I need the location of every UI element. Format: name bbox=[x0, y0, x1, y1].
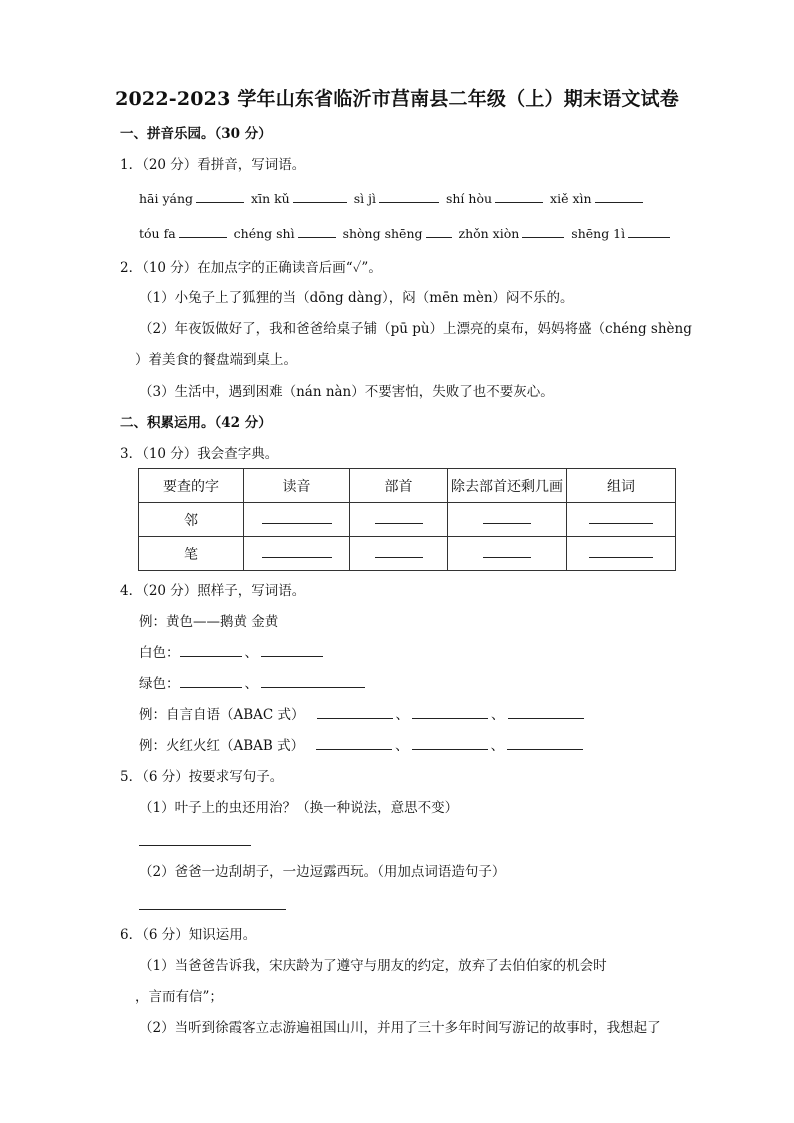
dictionary-table bbox=[138, 468, 676, 571]
table-char: 邻 bbox=[139, 503, 244, 537]
separator: 、 bbox=[395, 707, 410, 723]
q2-item-1: （1）小兔子上了狐狸的当（dōng dàng），闷（mēn mèn）闷不乐的。 bbox=[139, 290, 574, 306]
q5-item-2: （2）爸爸一边刮胡子，一边逗露西玩。（用加点词语造句子） bbox=[139, 864, 506, 880]
answer-blank[interactable] bbox=[589, 556, 653, 558]
answer-blank[interactable] bbox=[375, 556, 423, 558]
answer-line[interactable] bbox=[139, 909, 286, 910]
answer-blank[interactable] bbox=[262, 556, 332, 558]
q4-example-2: 例：自言自语（ABAC 式） bbox=[139, 707, 305, 723]
table-row bbox=[139, 503, 676, 537]
table-char: 笔 bbox=[139, 537, 244, 571]
answer-blank[interactable] bbox=[261, 674, 365, 688]
table-header: 读音 bbox=[244, 469, 350, 503]
answer-line[interactable] bbox=[139, 845, 251, 846]
answer-blank[interactable] bbox=[628, 224, 670, 238]
answer-blank[interactable] bbox=[379, 189, 439, 203]
q2-prompt: 2．（10 分）在加点字的正确读音后画“✓”。 bbox=[120, 260, 382, 276]
answer-blank[interactable] bbox=[196, 189, 244, 203]
pinyin-item: xīn kǔ bbox=[251, 191, 290, 206]
pinyin-item: zhǒn xiòn bbox=[458, 226, 520, 241]
answer-blank[interactable] bbox=[595, 189, 643, 203]
pinyin-item: shòng shēng bbox=[342, 226, 423, 241]
section-1-heading: 一、拼音乐园。（30 分） bbox=[120, 126, 272, 142]
pinyin-item: hāi yáng bbox=[139, 191, 194, 206]
q4-example-3: 例：火红火红（ABAB 式） bbox=[139, 738, 305, 754]
answer-blank[interactable] bbox=[483, 522, 531, 524]
table-header: 除去部首还剩几画 bbox=[448, 469, 567, 503]
answer-blank[interactable] bbox=[507, 736, 583, 750]
answer-blank[interactable] bbox=[375, 522, 423, 524]
q6-line-2: ，言而有信”； bbox=[135, 989, 223, 1005]
q2-item-2-cont: ）着美食的餐盘端到桌上。 bbox=[135, 352, 297, 368]
q2-item-3: （3）生活中，遇到困难（nán nàn）不要害怕，失败了也不要灰心。 bbox=[139, 384, 554, 400]
q4-prompt: 4．（20 分）照样子，写词语。 bbox=[120, 583, 306, 599]
pinyin-item: shí hòu bbox=[445, 191, 493, 206]
separator: 、 bbox=[244, 645, 258, 661]
separator: 、 bbox=[490, 738, 505, 754]
pinyin-item: tóu fa bbox=[139, 226, 176, 241]
answer-blank[interactable] bbox=[316, 736, 392, 750]
pinyin-item: shēng 1ì bbox=[571, 226, 626, 241]
separator: 、 bbox=[244, 676, 258, 692]
answer-blank[interactable] bbox=[426, 224, 452, 238]
answer-blank[interactable] bbox=[298, 224, 336, 238]
q3-prompt: 3．（10 分）我会查字典。 bbox=[120, 446, 279, 462]
answer-blank[interactable] bbox=[495, 189, 543, 203]
table-row bbox=[139, 537, 676, 571]
answer-blank[interactable] bbox=[412, 705, 488, 719]
answer-blank[interactable] bbox=[483, 556, 531, 558]
q1-prompt: 1．（20 分）看拼音，写词语。 bbox=[120, 157, 306, 173]
table-header: 要查的字 bbox=[139, 469, 244, 503]
q2-item-2: （2）年夜饭做好了，我和爸爸给桌子铺（pū pù）上漂亮的桌布，妈妈将盛（chéng shèng bbox=[139, 321, 692, 337]
q1-pinyin-row-1 bbox=[139, 189, 646, 209]
q6-prompt: 6．（6 分）知识运用。 bbox=[120, 927, 257, 943]
q6-line-3: （2）当听到徐霞客立志游遍祖国山川，并用了三十多年时间写游记的故事时，我想起了 bbox=[139, 1020, 661, 1036]
answer-blank[interactable] bbox=[179, 224, 227, 238]
q4-green-label: 绿色： bbox=[139, 676, 180, 692]
q4-green-line bbox=[139, 674, 368, 694]
answer-blank[interactable] bbox=[180, 674, 242, 688]
pinyin-item: chéng shì bbox=[233, 226, 295, 241]
q5-prompt: 5．（6 分）按要求写句子。 bbox=[120, 769, 284, 785]
answer-blank[interactable] bbox=[412, 736, 488, 750]
separator: 、 bbox=[395, 738, 409, 754]
table-header-row bbox=[139, 469, 676, 503]
answer-blank[interactable] bbox=[180, 643, 242, 657]
answer-blank[interactable] bbox=[293, 189, 347, 203]
q6-line-1: （1）当爸爸告诉我，宋庆龄为了遵守与朋友的约定，放弃了去伯伯家的机会时 bbox=[139, 958, 607, 974]
answer-blank[interactable] bbox=[508, 705, 584, 719]
page-title: 2022-2023 学年山东省临沂市莒南县二年级（上）期末语文试卷 bbox=[115, 88, 679, 110]
section-2-heading: 二、积累运用。（42 分） bbox=[120, 415, 272, 431]
answer-blank[interactable] bbox=[261, 643, 323, 657]
answer-blank[interactable] bbox=[522, 224, 564, 238]
q5-item-1: （1）叶子上的虫还用治？（换一种说法，意思不变） bbox=[139, 800, 459, 816]
answer-blank[interactable] bbox=[589, 522, 653, 524]
separator: 、 bbox=[491, 707, 505, 723]
answer-blank[interactable] bbox=[317, 705, 393, 719]
pinyin-item: sì jì bbox=[353, 191, 376, 206]
pinyin-item: xiě xìn bbox=[550, 191, 592, 206]
table-header: 部首 bbox=[350, 469, 448, 503]
table-header: 组词 bbox=[567, 469, 676, 503]
q4-white-line bbox=[139, 643, 326, 663]
answer-blank[interactable] bbox=[262, 522, 332, 524]
q4-abab-line bbox=[139, 736, 586, 756]
q4-example-1: 例：黄色——鹅黄 金黄 bbox=[139, 614, 279, 630]
q4-abac-line bbox=[139, 705, 587, 725]
q4-white-label: 白色： bbox=[139, 645, 180, 661]
q1-pinyin-row-2 bbox=[139, 224, 673, 244]
